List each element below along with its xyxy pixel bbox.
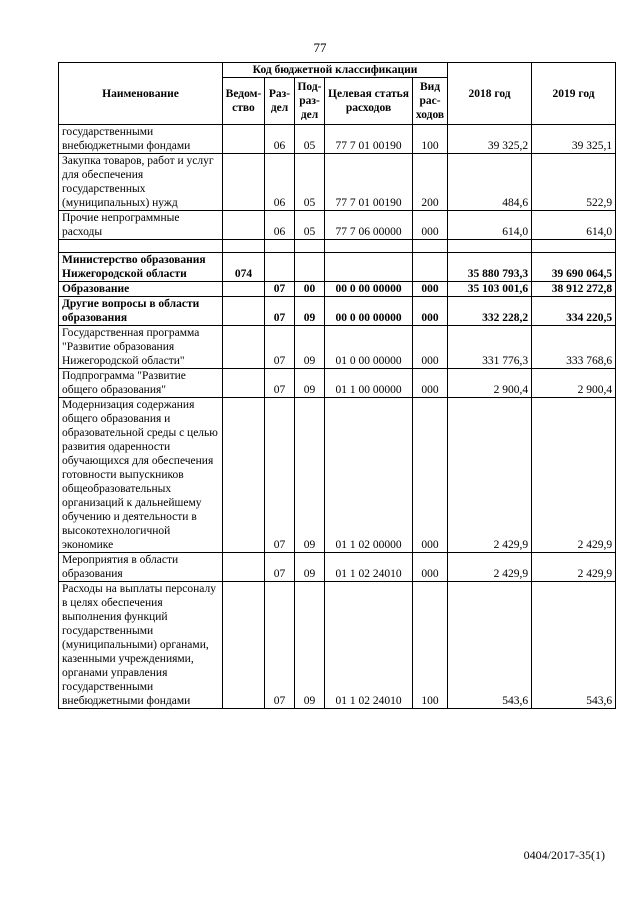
row-vedomstvo (223, 211, 265, 240)
header-expense-type: Вид рас-ходов (413, 78, 448, 125)
header-budget-code: Код бюджетной классификации (223, 63, 448, 78)
row-expense-type: 000 (413, 326, 448, 369)
row-expense-type: 000 (413, 282, 448, 297)
row-value-2018: 543,6 (448, 582, 532, 709)
row-vedomstvo (223, 326, 265, 369)
budget-table (58, 62, 616, 709)
row-razdel: 07 (265, 369, 295, 398)
row-expense-type: 100 (413, 125, 448, 154)
row-value-2018: 35 103 001,6 (448, 282, 532, 297)
table-row (59, 398, 616, 553)
row-expense-type: 000 (413, 369, 448, 398)
row-podrazdel: 09 (295, 398, 325, 553)
row-value-2019: 614,0 (532, 211, 616, 240)
row-value-2019: 522,9 (532, 154, 616, 211)
row-razdel: 07 (265, 297, 295, 326)
row-target-article (325, 253, 413, 282)
row-podrazdel (295, 253, 325, 282)
empty-cell (325, 240, 413, 253)
row-value-2018: 331 776,3 (448, 326, 532, 369)
row-vedomstvo: 074 (223, 253, 265, 282)
table-row (59, 297, 616, 326)
page-number: 77 (313, 40, 327, 55)
table-row (59, 211, 616, 240)
empty-cell (532, 240, 616, 253)
table-row (59, 253, 616, 282)
row-value-2018: 39 325,2 (448, 125, 532, 154)
row-value-2018: 35 880 793,3 (448, 253, 532, 282)
table-row (59, 326, 616, 369)
row-razdel: 06 (265, 125, 295, 154)
row-razdel: 06 (265, 211, 295, 240)
row-podrazdel: 05 (295, 211, 325, 240)
empty-cell (448, 240, 532, 253)
row-target-article: 01 1 00 00000 (325, 369, 413, 398)
row-name: Другие вопросы в области образования (59, 297, 223, 326)
row-vedomstvo (223, 369, 265, 398)
header-podrazdel: Под-раз-дел (295, 78, 325, 125)
table-body (59, 125, 616, 709)
row-razdel (265, 253, 295, 282)
row-name: Расходы на выплаты персоналу в целях обеспечения выполнения функций государственными (муниципальными) органами, казенными учреждениями, органами управления государственными внебюджетными фондами (59, 582, 223, 709)
row-value-2019: 334 220,5 (532, 297, 616, 326)
empty-cell (265, 240, 295, 253)
row-value-2018: 2 900,4 (448, 369, 532, 398)
row-name: Закупка товаров, работ и услуг для обеспечения государственных (муниципальных) нужд (59, 154, 223, 211)
row-name: Министерство образования Нижегородской области (59, 253, 223, 282)
row-razdel: 07 (265, 326, 295, 369)
row-value-2019: 2 900,4 (532, 369, 616, 398)
row-vedomstvo (223, 553, 265, 582)
row-vedomstvo (223, 398, 265, 553)
row-target-article: 01 1 02 24010 (325, 582, 413, 709)
header-vedomstvo: Ведом-ство (223, 78, 265, 125)
empty-cell (413, 240, 448, 253)
empty-cell (295, 240, 325, 253)
row-target-article: 01 0 00 00000 (325, 326, 413, 369)
header-name: Наименование (59, 63, 223, 125)
empty-cell (59, 240, 223, 253)
row-vedomstvo (223, 582, 265, 709)
row-name: государственными внебюджетными фондами (59, 125, 223, 154)
row-razdel: 07 (265, 398, 295, 553)
row-target-article: 77 7 06 00000 (325, 211, 413, 240)
row-value-2018: 2 429,9 (448, 553, 532, 582)
row-podrazdel: 09 (295, 326, 325, 369)
header-razdel: Раз-дел (265, 78, 295, 125)
row-value-2019: 333 768,6 (532, 326, 616, 369)
row-podrazdel: 09 (295, 553, 325, 582)
row-value-2019: 2 429,9 (532, 553, 616, 582)
row-expense-type: 100 (413, 582, 448, 709)
row-expense-type: 000 (413, 211, 448, 240)
row-podrazdel: 05 (295, 154, 325, 211)
row-expense-type: 200 (413, 154, 448, 211)
row-podrazdel: 09 (295, 582, 325, 709)
row-vedomstvo (223, 154, 265, 211)
row-expense-type: 000 (413, 297, 448, 326)
table-row (59, 582, 616, 709)
row-vedomstvo (223, 297, 265, 326)
row-name: Модернизация содержания общего образования и образовательной среды с целью развития одаренности обучающихся для обеспечения готовности выпускников общеобразовательных организаций к дальнейшему обучению и деятельности в высокотехнологичной экономике (59, 398, 223, 553)
row-razdel: 06 (265, 154, 295, 211)
row-name: Прочие непрограммные расходы (59, 211, 223, 240)
row-value-2019: 39 325,1 (532, 125, 616, 154)
row-razdel: 07 (265, 553, 295, 582)
row-target-article: 77 7 01 00190 (325, 125, 413, 154)
row-razdel: 07 (265, 282, 295, 297)
row-podrazdel: 00 (295, 282, 325, 297)
row-value-2019: 543,6 (532, 582, 616, 709)
row-target-article: 77 7 01 00190 (325, 154, 413, 211)
document-code: 0404/2017-35(1) (523, 848, 605, 862)
row-vedomstvo (223, 282, 265, 297)
row-target-article: 00 0 00 00000 (325, 297, 413, 326)
row-target-article: 00 0 00 00000 (325, 282, 413, 297)
row-expense-type: 000 (413, 553, 448, 582)
row-razdel: 07 (265, 582, 295, 709)
row-podrazdel: 05 (295, 125, 325, 154)
empty-cell (223, 240, 265, 253)
table-row (59, 553, 616, 582)
row-value-2019: 38 912 272,8 (532, 282, 616, 297)
row-expense-type: 000 (413, 398, 448, 553)
table-row (59, 125, 616, 154)
header-2019: 2019 год (532, 63, 616, 125)
row-podrazdel: 09 (295, 297, 325, 326)
row-podrazdel: 09 (295, 369, 325, 398)
table-row (59, 240, 616, 253)
row-name: Образование (59, 282, 223, 297)
row-vedomstvo (223, 125, 265, 154)
row-target-article: 01 1 02 24010 (325, 553, 413, 582)
row-value-2019: 39 690 064,5 (532, 253, 616, 282)
row-target-article: 01 1 02 00000 (325, 398, 413, 553)
row-value-2018: 2 429,9 (448, 398, 532, 553)
table-row (59, 282, 616, 297)
row-value-2019: 2 429,9 (532, 398, 616, 553)
row-value-2018: 484,6 (448, 154, 532, 211)
header-2018: 2018 год (448, 63, 532, 125)
row-name: Государственная программа "Развитие образования Нижегородской области" (59, 326, 223, 369)
table-row (59, 154, 616, 211)
header-target-article: Целевая статья расходов (325, 78, 413, 125)
table-row (59, 369, 616, 398)
row-expense-type (413, 253, 448, 282)
row-value-2018: 614,0 (448, 211, 532, 240)
row-name: Мероприятия в области образования (59, 553, 223, 582)
row-value-2018: 332 228,2 (448, 297, 532, 326)
row-name: Подпрограмма "Развитие общего образования" (59, 369, 223, 398)
